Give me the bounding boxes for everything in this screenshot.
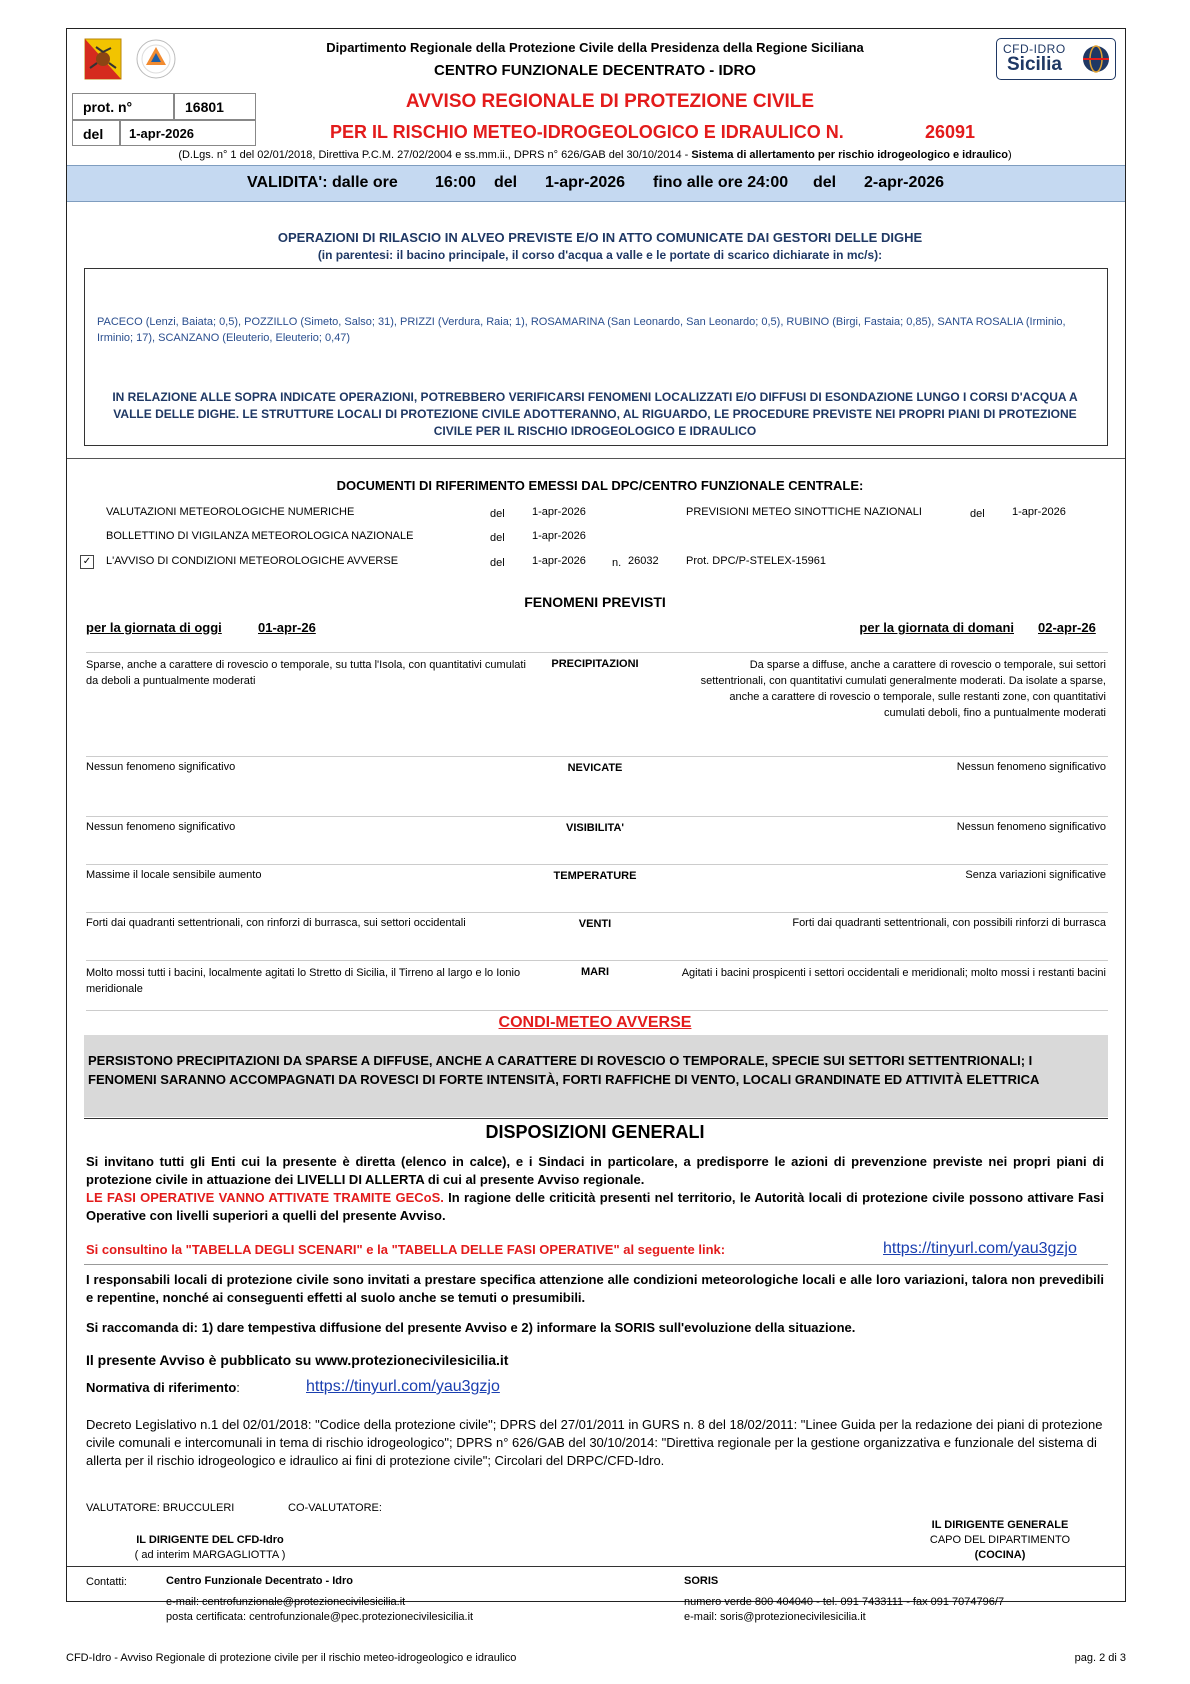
valutatore: VALUTATORE: BRUCCULERI [86,1502,235,1514]
del-date: 1-apr-2026 [120,120,256,146]
dighe-title: OPERAZIONI DI RILASCIO IN ALVEO PREVISTE E/O IN ATTO COMUNICATE DAI GESTORI DELLE DIGHE [277,230,923,245]
disposizioni-p4: Si raccomanda di: 1) dare tempestiva diffusione del presente Avviso e 2) informare la SORIS sull'evoluzione della situazione. [86,1320,856,1335]
avviso-checkbox[interactable]: ✓ [80,555,94,569]
regione-sicilia-logo [84,38,122,80]
doc-row3-number: 26032 [628,555,659,567]
temperature-domani: Senza variazioni significative [965,869,1106,881]
disposizioni-p3: I responsabili locali di protezione civile sono invitati a prestare specifica attenzione alle condizioni meteorologiche locali e alle loro variazioni, talora non prevedibili e repentine, nonché ai conseguenti effetti al suolo anche se temuti o presumibili. [86,1272,1104,1305]
visibilita-oggi: Nessun fenomeno significativo [86,821,236,833]
cfd-pec[interactable]: posta certificata: centrofunzionale@pec.protezionecivilesicilia.it [166,1611,474,1623]
visibilita-label: VISIBILITA' [565,822,625,834]
mari-label: MARI [580,966,610,978]
disposizioni-p2-rest: In ragione delle criticità presenti nel territorio, le Autorità locali di protezione civile possono attivare Fasi Operative con livelli superiori a quelli del presente Avviso. [86,1190,1104,1223]
logo-text-top: CFD-IDRO [1003,42,1066,56]
contatti-label: Contatti: [86,1576,127,1588]
fenomeni-separator [86,864,1108,865]
avviso-title: AVVISO REGIONALE DI PROTEZIONE CIVILE [405,91,815,112]
doc-row3-date: 1-apr-2026 [532,555,586,567]
divider [84,1118,1108,1119]
disposizioni-p1: Si invitano tutti gli Enti cui la presente è diretta (elenco in calce), e i Sindaci in particolare, a predisporre le azioni di prevenzione previste nei propri piani di protezione civile in attuazione dei LIVELLI DI ALLERTA di cui al presente Avviso regionale. [86,1154,1104,1187]
tabella-scenari-link[interactable]: https://tinyurl.com/yau3gzjo [883,1240,1077,1257]
validita-to-label: fino alle ore 24:00 [653,174,789,191]
legal-references [70,149,1120,161]
dighe-subtitle: (in parentesi: il bacino principale, il corso d'acqua a valle e le portate di scarico dichiarate in mc/s): [317,248,883,262]
mari-domani: Agitati i bacini prospicenti i settori occidentali e meridionali; molto mossi i restanti bacini [681,967,1106,979]
avviso-subtitle: PER IL RISCHIO METEO-IDROGEOLOGICO E IDRAULICO N. [330,122,844,142]
doc-row3-label: L'AVVISO DI CONDIZIONI METEOROLOGICHE AVVERSE [106,555,399,567]
disposizioni-p5: Il presente Avviso è pubblicato su www.protezionecivilesicilia.it [86,1352,509,1368]
validita-to-date: 2-apr-2026 [864,174,945,191]
validita-bar [67,165,1125,202]
precipitazioni-oggi: Sparse, anche a carattere di rovescio o temporale, su tutta l'Isola, con quantitativi cumulati da deboli a puntualmente moderati [86,659,526,687]
normativa-label-text: Normativa di riferimento [86,1380,237,1395]
dirigente-cfd: IL DIRIGENTE DEL CFD-Idro [136,1534,284,1546]
fenomeni-separator [86,756,1108,757]
oggi-date: 01-apr-26 [258,620,316,635]
doc-row2-label: BOLLETTINO DI VIGILANZA METEOROLOGICA NAZIONALE [106,530,414,542]
dighe-warning: IN RELAZIONE ALLE SOPRA INDICATE OPERAZIONI, POTREBBERO VERIFICARSI FENOMENI LOCALIZZATI E/O DIFFUSI DI ESONDAZIONE LUNGO I CORSI D'ACQUA A VALLE DELLE DIGHE. LE STRUTTURE LOCALI DI PROTEZIONE CIVILE ADOTTERANNO, AL RIGUARDO, LE PROCEDURE PREVISTE NEI PROPRI PIANI DI PROTEZIONE CIVILE PER IL RISCHIO IDROGEOLOGICO E IDRAULICO [112,390,1078,438]
divider [67,1566,1125,1567]
fasi-operative-warning: LE FASI OPERATIVE VANNO ATTIVATE TRAMITE GECoS. [86,1190,444,1205]
prot-number: 16801 [174,93,256,120]
doc-row1b-date: 1-apr-2026 [1012,506,1066,518]
decreto-text: Decreto Legislativo n.1 del 02/01/2018: "Codice della protezione civile"; DPRS del 27/01/2011 in GURS n. 8 del 18/02/2011: "Linee Guida per la redazione dei piani di protezione civile comunali e intercomunali in tema di rischio idrogeologico"; DPRS n° 626/GAB del 30/10/2014: "Direttiva regionale per la gestione organizzativa e funzionale del sistema di allerta per il rischio idrogeologico e idraulico ai fini di protezione civile"; Circolari del DRPC/CFD-Idro. [86,1417,1103,1468]
domani-date: 02-apr-26 [1038,620,1096,635]
dirigente-cfd-name: ( ad interim MARGAGLIOTTA ) [134,1549,286,1561]
doc-row3-del: del [490,557,505,569]
validita-label: VALIDITA': dalle ore [247,174,398,191]
fenomeni-separator [86,912,1108,913]
legal-end: ) [1008,149,1012,161]
domani-label: per la giornata di domani [859,620,1014,635]
mari-oggi: Molto mossi tutti i bacini, localmente agitati lo Stretto di Sicilia, il Tirreno al largo e lo Ionio meridionale [86,967,521,995]
consult-text: Si consultino la "TABELLA DEGLI SCENARI" e la "TABELLA DELLE FASI OPERATIVE" al seguente link: [86,1242,726,1257]
normativa-link[interactable]: https://tinyurl.com/yau3gzjo [306,1378,500,1395]
doc-row2-del: del [490,532,505,544]
nevicate-label: NEVICATE [567,762,623,774]
temperature-label: TEMPERATURE [553,870,637,882]
capo-dipartimento: CAPO DEL DIPARTIMENTO [929,1534,1071,1546]
disposizioni-p2 [86,1189,1104,1225]
normativa-colon: : [236,1380,240,1395]
validita-del2: del [813,174,837,191]
del-label: del [72,120,120,146]
oggi-label: per la giornata di oggi [86,620,222,635]
soris-email[interactable]: e-mail: soris@protezionecivilesicilia.it [684,1611,866,1623]
cfd-contact-title: Centro Funzionale Decentrato - Idro [166,1575,354,1587]
normativa-label [86,1380,240,1395]
nevicate-oggi: Nessun fenomeno significativo [86,761,236,773]
co-valutatore: CO-VALUTATORE: [288,1502,382,1514]
disposizioni-title: DISPOSIZIONI GENERALI [485,1122,705,1142]
footer-doc-title: CFD-Idro - Avviso Regionale di protezione civile per il rischio meteo-idrogeologico e idraulico [66,1652,517,1664]
doc-row1-date: 1-apr-2026 [532,506,586,518]
condi-title: CONDI-METEO AVVERSE [498,1014,692,1031]
prot-label: prot. n° [72,93,174,120]
doc-row3-prot: Prot. DPC/P-STELEX-15961 [686,555,827,567]
condi-text: PERSISTONO PRECIPITAZIONI DA SPARSE A DIFFUSE, ANCHE A CARATTERE DI ROVESCIO O TEMPORALE, SPECIE SUI SETTORI SETTENTRIONALI; I FENOMENI SARANNO ACCOMPAGNATI DA ROVESCI DI FORTE INTENSITÀ, FORTI RAFFICHE DI VENTO, LOCALI GRANDINATE ED ATTIVITÀ ELETTRICA [84,1035,1108,1117]
doc-row2-date: 1-apr-2026 [532,530,586,542]
divider [67,458,1125,459]
precipitazioni-label: PRECIPITAZIONI [551,658,639,670]
temperature-oggi: Massime il locale sensibile aumento [86,869,262,881]
validita-from-time: 16:00 [435,174,476,191]
dighe-box [84,268,1108,446]
fenomeni-separator [86,652,1108,653]
legal-text: (D.Lgs. n° 1 del 02/01/2018, Direttiva P.C.M. 27/02/2004 e ss.mm.ii., DPRS n° 626/GAB del 30/10/2014 - [178,149,692,161]
header-line2: CENTRO FUNZIONALE DECENTRATO - IDRO [434,62,756,79]
dighe-list: PACECO (Lenzi, Baiata; 0,5), POZZILLO (Simeto, Salso; 31), PRIZZI (Verdura, Raia; 1), ROSAMARINA (San Leonardo, San Leonardo; 0,5), RUBINO (Birgi, Fastaia; 0,85), SANTA ROSALIA (Irminio, Irminio; 17), SCANZANO (Eleuterio, Eleuterio; 0,47) [97,316,1066,344]
documenti-title: DOCUMENTI DI RIFERIMENTO EMESSI DAL DPC/CENTRO FUNZIONALE CENTRALE: [336,478,864,493]
doc-row3-n: n. [612,557,622,569]
legal-bold: Sistema di allertamento per rischio idrogeologico e idraulico [691,149,1008,161]
venti-label: VENTI [578,918,612,930]
visibilita-domani: Nessun fenomeno significativo [956,821,1106,833]
venti-domani: Forti dai quadranti settentrionali, con possibili rinforzi di burrasca [792,917,1106,929]
fenomeni-separator [86,960,1108,961]
fenomeni-separator [86,1010,1108,1011]
dirigente-generale: IL DIRIGENTE GENERALE [931,1519,1069,1531]
doc-row1b-label: PREVISIONI METEO SINOTTICHE NAZIONALI [686,506,922,518]
cfd-email[interactable]: e-mail: centrofunzionale@protezionecivilesicilia.it [166,1596,406,1608]
page-number: pag. 2 di 3 [1074,1652,1126,1664]
soris-title: SORIS [684,1575,719,1587]
fenomeni-separator [86,816,1108,817]
precipitazioni-domani: Da sparse a diffuse, anche a carattere di rovescio o temporale, sui settori settentrionali, con quantitativi cumulati generalmente moderati. Da isolate a sparse, anche a carattere di rovescio o temporale, sulle restanti zone, con quantitativi cumulati deboli, fino a puntualmente moderati [700,659,1106,719]
cfd-idro-sicilia-logo [996,38,1116,80]
header-line1: Dipartimento Regionale della Protezione Civile della Presidenza della Regione Siciliana [326,40,864,55]
validita-from-date: 1-apr-2026 [545,174,626,191]
doc-row1-label: VALUTAZIONI METEOROLOGICHE NUMERICHE [106,506,355,518]
capo-name: (COCINA) [974,1549,1026,1561]
avviso-number: 26091 [925,122,976,142]
soris-phone: numero verde 800 404040 - tel. 091 7433111 - fax 091 7074796/7 [684,1596,1005,1608]
venti-oggi: Forti dai quadranti settentrionali, con rinforzi di burrasca, sui settori occidentali [86,917,466,929]
doc-row1b-del: del [970,508,985,520]
nevicate-domani: Nessun fenomeno significativo [956,761,1106,773]
divider [84,1264,1108,1265]
doc-row1-del: del [490,508,505,520]
validita-del1: del [494,174,518,191]
protezione-civile-logo [132,38,180,80]
logo-text-bottom: Sicilia [1007,54,1062,75]
fenomeni-title: FENOMENI PREVISTI [524,594,666,610]
globe-icon [1081,44,1111,74]
